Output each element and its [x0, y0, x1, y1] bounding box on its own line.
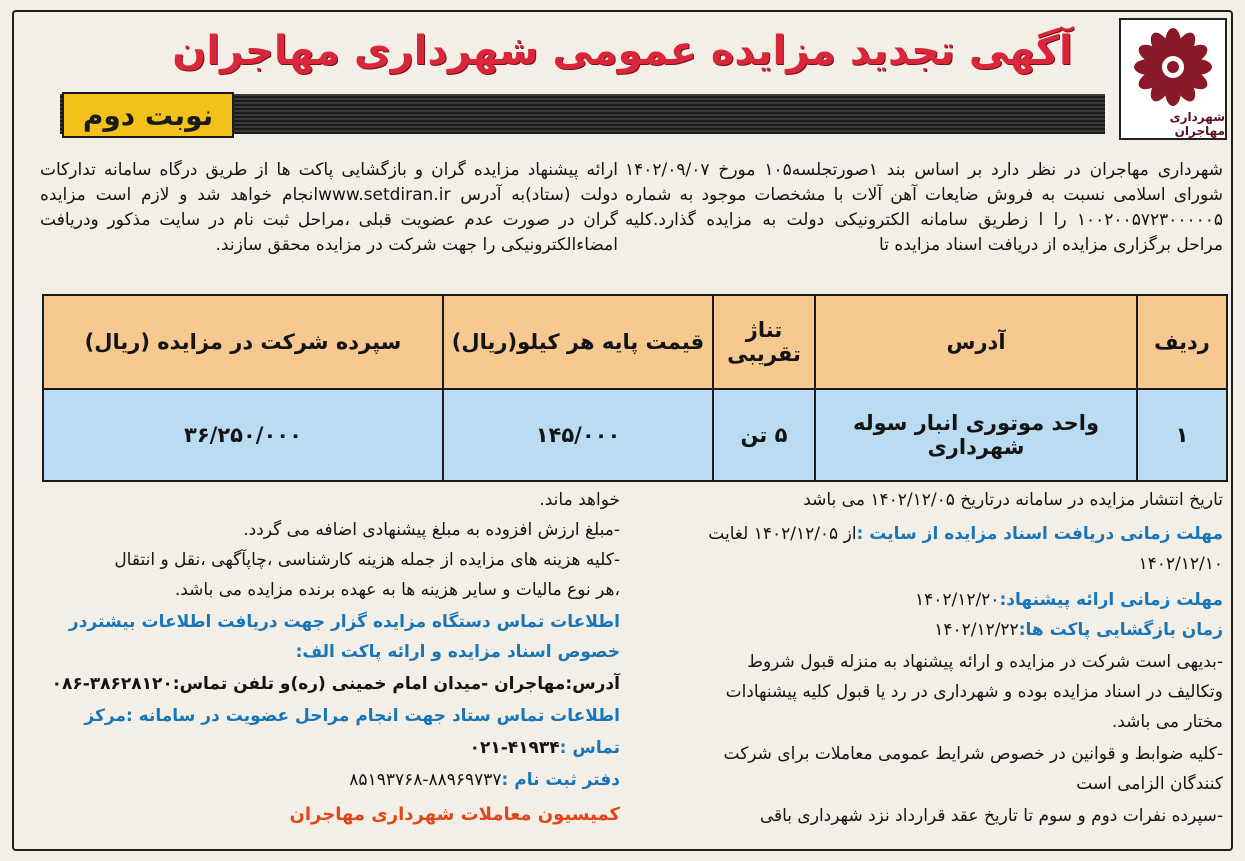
setad-line-a: اطلاعات تماس ستاد جهت انجام مراحل عضویت در سامانه :مرکز: [84, 706, 620, 726]
note1-line-b: وتکالیف در اسناد مزایده بوده و شهرداری در رد یا قبول کلیه پیشنهادات: [725, 682, 1223, 702]
contact-line-a: اطلاعات تماس دستگاه مزایده گزار جهت دریافت اطلاعات بیشتردر: [68, 612, 620, 632]
publish-date-line: تاریخ انتشار مزایده در سامانه درتاریخ ۱۴۰۲/۱۲/۰۵ می باشد: [803, 490, 1223, 510]
header-base-price: قیمت پایه هر کیلو(ریال): [443, 295, 713, 389]
note2-line-b: کنندگان الزامی است: [1076, 774, 1223, 794]
address-phone: ۳۸۶۲۸۱۲۰-۰۸۶: [51, 674, 173, 694]
cell-tonnage: ۵ تن: [713, 389, 815, 481]
commission-signature: کمیسیون معاملات شهرداری مهاجران: [289, 804, 620, 825]
doc-deadline-end: ۱۴۰۲/۱۲/۱۰: [1138, 554, 1223, 574]
opening-value: ۱۴۰۲/۱۲/۲۲: [934, 620, 1019, 640]
intro-paragraph-right: شهرداری مهاجران در نظر دارد بر اساس بند ۱صورتجلسه۱۰۵ مورخ ۱۴۰۲/۰۹/۰۷ شورای اسلامی نسبت به فروش ضایعات آهن آلات با مشخصات موجود به شماره ۱۰۰۲۰۰۵۷۲۳۰۰۰۰۰۵ را ا زطریق سامانه الکترونیکی دولت به مزایده گذارد.کلیه مراحل برگزاری مزایده از دریافت اسناد مزایده تا: [625, 160, 1223, 255]
cell-base-price: ۱۴۵/۰۰۰: [443, 389, 713, 481]
registration-phones: ۸۸۹۶۹۷۳۷-۸۵۱۹۳۷۶۸: [349, 770, 502, 790]
header-address: آدرس: [815, 295, 1137, 389]
header-tonnage: تناژ تقریبی: [713, 295, 815, 389]
offer-value: ۱۴۰۲/۱۲/۲۰: [914, 590, 1000, 610]
opening-date-line: [934, 618, 1223, 643]
cell-deposit: ۳۶/۲۵۰/۰۰۰: [43, 389, 443, 481]
notice-title: آگهی تجدید مزایده عمومی شهرداری مهاجران: [172, 28, 1073, 74]
header-row-number: ردیف: [1137, 295, 1227, 389]
setad-phone: ۴۱۹۳۴-۰۲۱: [469, 738, 560, 758]
costs-line-b: ،هر نوع مالیات و سایر هزینه ها به عهده برنده مزایده می باشد.: [174, 580, 620, 600]
table-row: [43, 389, 1227, 481]
registration-label: دفتر ثبت نام :: [501, 770, 620, 790]
note1-line-c: مختار می باشد.: [1111, 712, 1223, 732]
offer-label: مهلت زمانی ارائه پیشنهاد:: [999, 590, 1223, 610]
intro-paragraph-left: ارائه پیشنهاد مزایده گران و بازگشایی پاکت ها از طریق درگاه سامانه تدارکات دولت (ستاد)به آدرس www.setdiran.irانجام خواهد شد و لازم است مزایده گران در صورت عدم عضویت قبلی ،مراحل ثبت نام در سایت مذکور ودریافت امضاءالکترونیکی را جهت شرکت در مزایده محقق سازند.: [40, 160, 618, 255]
table-header-row: [43, 295, 1227, 389]
registration-line: [349, 768, 620, 793]
offer-deadline-line: [915, 588, 1223, 613]
doc-deadline-value: از ۱۴۰۲/۱۲/۰۵ لغایت: [708, 524, 857, 544]
cell-row-number: ۱: [1137, 389, 1227, 481]
vat-line: -مبلغ ارزش افزوده به مبلغ پیشنهادی اضافه می گردد.: [243, 520, 620, 540]
setad-label: تماس :: [559, 738, 620, 758]
auction-table: [42, 294, 1228, 482]
costs-line-a: -کلیه هزینه های مزایده از جمله هزینه کارشناسی ،چاپآگهی ،نقل و انتقال: [114, 550, 620, 570]
contact-line-b: خصوص اسناد مزایده و ارائه پاکت الف:: [295, 642, 620, 662]
municipality-logo: [1119, 18, 1227, 140]
round-badge: نوبت دوم: [62, 92, 234, 138]
address-label: آدرس:مهاجران -میدان امام خمینی (ره)و تلفن تماس:: [172, 674, 620, 694]
note1-line-a: -بدیهی است شرکت در مزایده و ارائه پیشنهاد به منزله قبول شروط: [747, 652, 1223, 672]
header-deposit: سپرده شرکت در مزایده (ریال): [43, 295, 443, 389]
continuation-line: خواهد ماند.: [539, 490, 620, 510]
address-line: [52, 672, 620, 697]
doc-deadline-label: مهلت زمانی دریافت اسناد مزایده از سایت :: [856, 524, 1223, 544]
flower-emblem-icon: [1132, 26, 1214, 108]
setad-line-b: [470, 736, 620, 761]
logo-caption: شهرداری مهاجران: [1169, 110, 1225, 138]
cell-address: واحد موتوری انبار سوله شهرداری: [815, 389, 1137, 481]
note3-line: -سپرده نفرات دوم و سوم تا تاریخ عقد قرارداد نزد شهرداری باقی: [759, 806, 1223, 826]
note2-line-a: -کلیه ضوابط و قوانین در خصوص شرایط عمومی معاملات برای شرکت: [723, 744, 1223, 764]
doc-deadline-line: [708, 522, 1223, 547]
opening-label: زمان بازگشایی پاکت ها:: [1018, 620, 1223, 640]
